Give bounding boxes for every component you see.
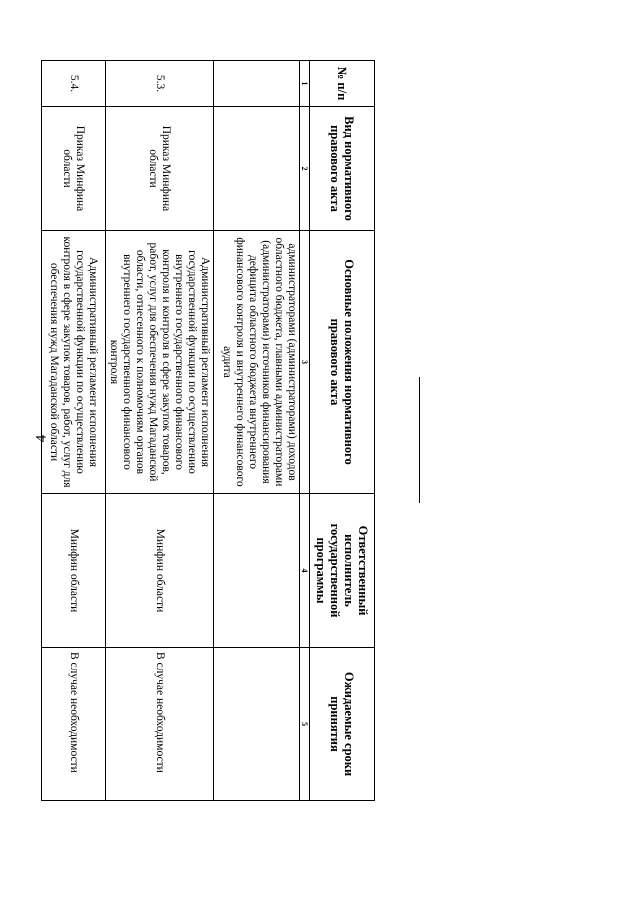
table-header-row xyxy=(310,61,375,801)
header-cell-act-type: Вид нормативного правового акта xyxy=(310,107,375,231)
row-number-cell: 5.3. xyxy=(106,61,214,107)
row-number-cell xyxy=(214,61,300,107)
header-cell-deadline: Ожидаемые сроки принятия xyxy=(310,648,375,801)
deadline-cell xyxy=(214,648,300,801)
column-number-row xyxy=(300,61,310,801)
column-number-1: 1 xyxy=(300,61,310,107)
table-row xyxy=(106,61,214,801)
deadline-cell: В случае необходимости xyxy=(42,648,106,801)
column-number-4: 4 xyxy=(300,494,310,648)
provisions-cell: Административный регламент исполнения государственной функции по осуществлению контроля в сфере закупок товаров, работ, услуг для обеспечения нужд Магаданской области xyxy=(42,231,106,494)
deadline-cell: В случае необходимости xyxy=(106,648,214,801)
act-type-cell: Приказ Минфина области xyxy=(42,107,106,231)
header-cell-provisions: Основные положения нормативного правового акта xyxy=(310,231,375,494)
act-type-cell xyxy=(214,107,300,231)
provisions-cell: Административный регламент исполнения государственной функции по осуществлению внутреннего государственного финансового контроля и контроля в сфере закупок товаров, работ, услуг для обеспечения нужд Магаданской области, отнесенного к полномочиям органов внутреннего государственного финансового контроля xyxy=(106,231,214,494)
separator-line xyxy=(419,377,420,503)
executor-cell: Минфин области xyxy=(42,494,106,648)
table-row xyxy=(42,61,106,801)
act-type-cell: Приказ Минфина области xyxy=(106,107,214,231)
table-row xyxy=(214,61,300,801)
column-number-2: 2 xyxy=(300,107,310,231)
column-number-3: 3 xyxy=(300,231,310,494)
provisions-cell: администраторами (администраторами) доходов областного бюджета, главными администраторами (администраторами) источников финансирования дефицита областного бюджета внутреннего финансового контроля и внутреннего финансового аудита xyxy=(214,231,300,494)
header-cell-executor: Ответственный исполнитель государственной программы xyxy=(310,494,375,648)
executor-cell xyxy=(214,494,300,648)
executor-cell: Минфин области xyxy=(106,494,214,648)
header-cell-number: № п/п xyxy=(310,61,375,107)
row-number-cell: 5.4. xyxy=(42,61,106,107)
column-number-5: 5 xyxy=(300,648,310,801)
legal-acts-table xyxy=(41,60,375,801)
rotated-table-frame xyxy=(48,60,375,800)
page-number: 4 xyxy=(33,434,50,443)
